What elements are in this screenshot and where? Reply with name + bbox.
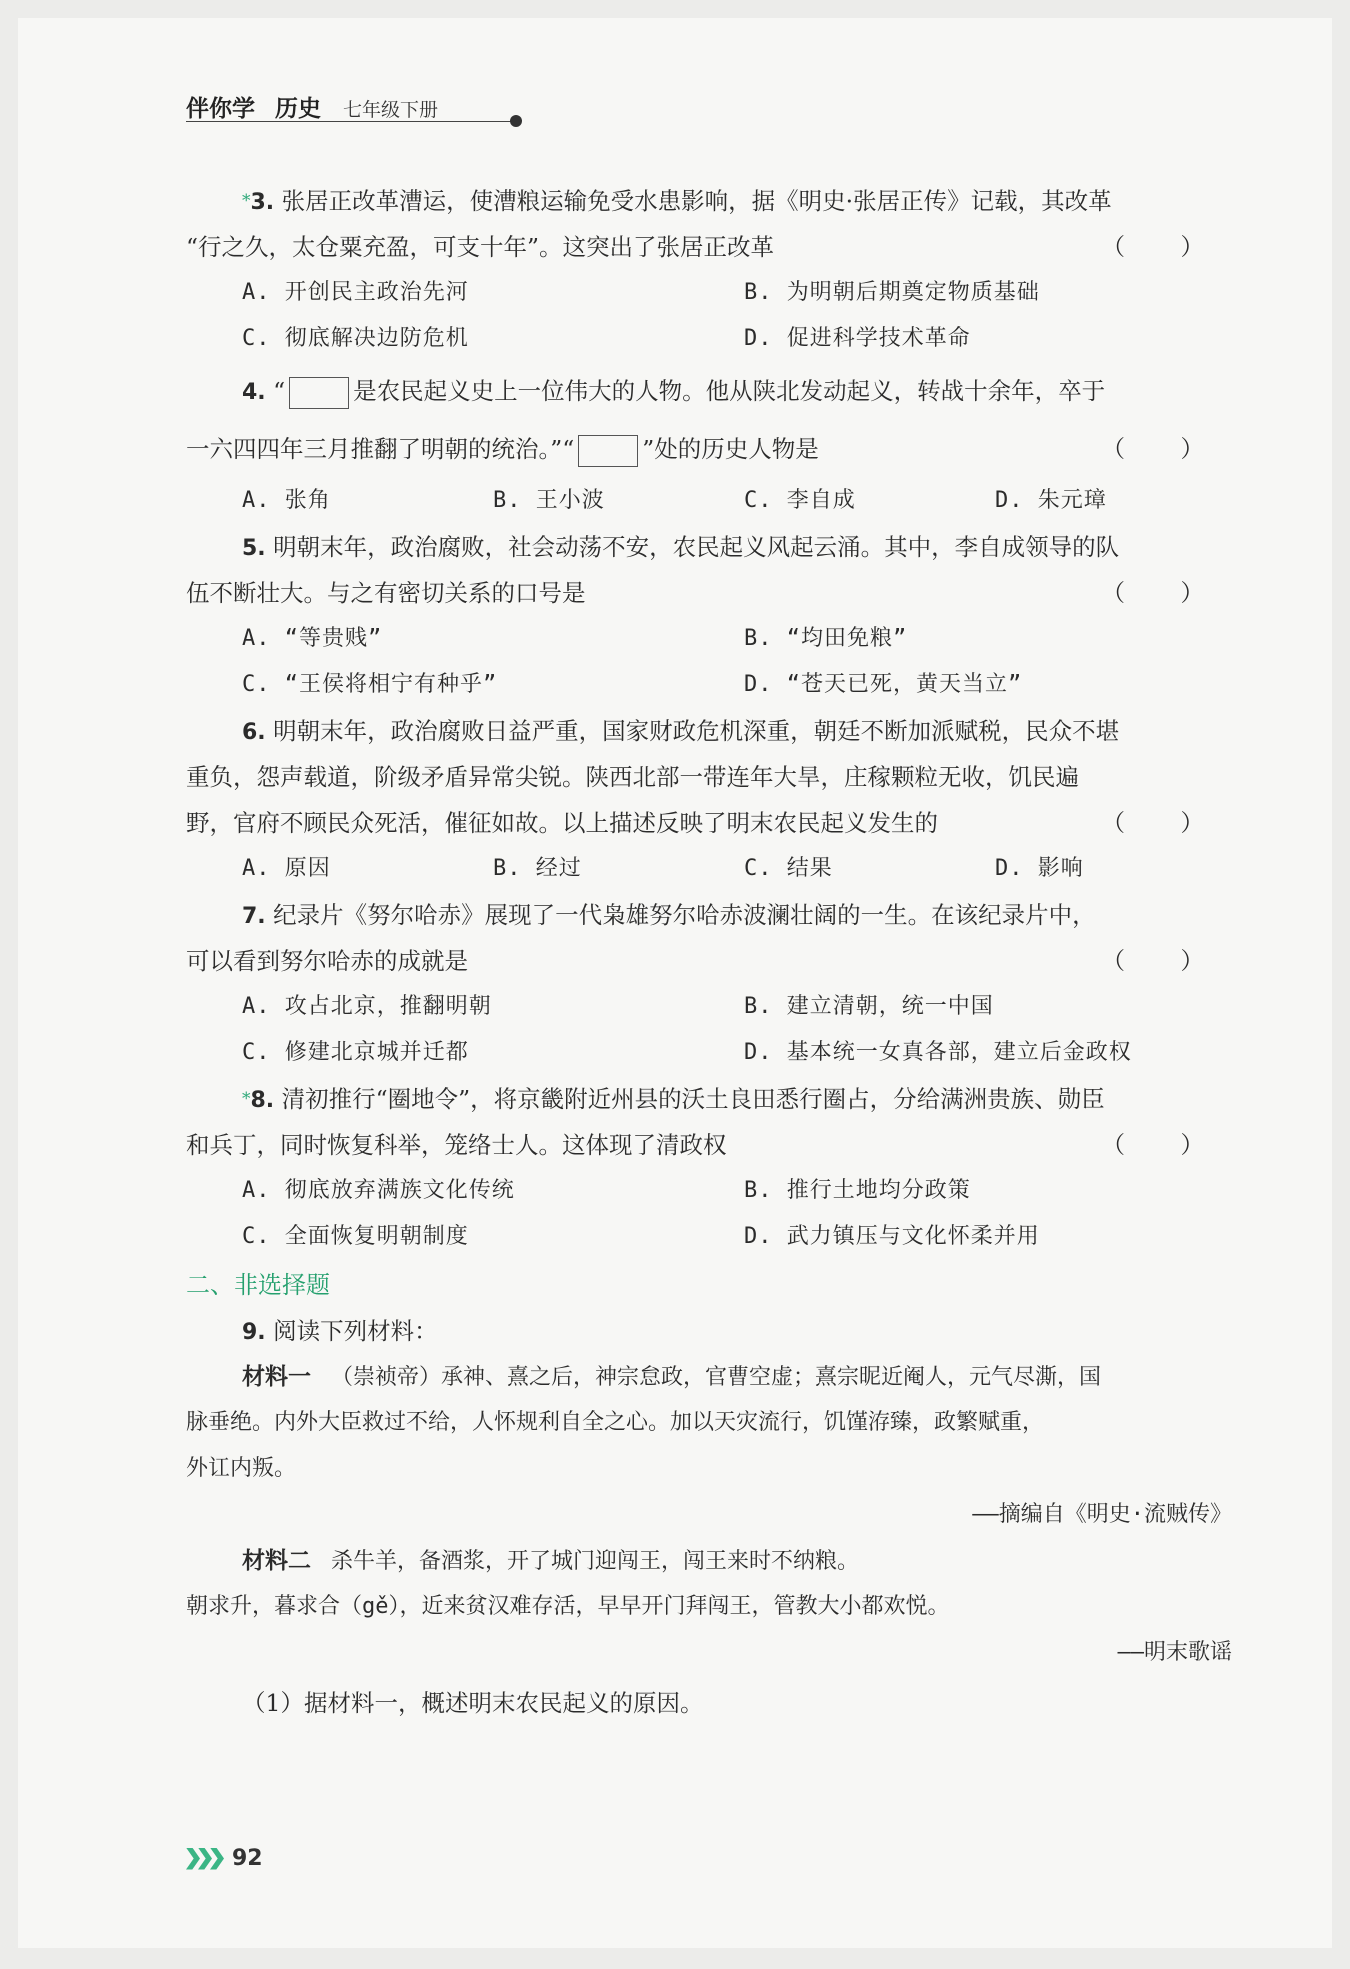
material-two bbox=[186, 1538, 1232, 1676]
question-9 bbox=[186, 1308, 1232, 1726]
grade-label: 七年级下册 bbox=[343, 99, 439, 121]
option-d: D. 朱元璋 bbox=[995, 488, 1107, 513]
question-3 bbox=[186, 178, 1232, 362]
answer-paren: （ ） bbox=[1101, 579, 1228, 607]
material-source: ——明末歌谣 bbox=[1117, 1640, 1232, 1665]
question-text: 清初推行“圈地令”，将京畿附近州县的沃土良田悉行圈占，分给满洲贵族、勋臣 bbox=[281, 1085, 1105, 1113]
answer-paren: （ ） bbox=[1101, 947, 1228, 975]
question-7 bbox=[186, 892, 1232, 1076]
option-b: B. 王小波 bbox=[493, 488, 605, 513]
option-c: C. 结果 bbox=[744, 856, 833, 881]
sub-question-1: （1）据材料一，概述明末农民起义的原因。 bbox=[242, 1689, 704, 1717]
option-d: D. “苍天已死，黄天当立” bbox=[744, 672, 1023, 697]
option-grid bbox=[186, 1168, 1232, 1260]
material-text: 外讧内叛。 bbox=[186, 1456, 297, 1481]
question-text: 可以看到努尔哈赤的成就是 bbox=[186, 947, 468, 975]
option-row bbox=[186, 478, 1232, 524]
option-d: D. 基本统一女真各部，建立后金政权 bbox=[744, 1040, 1132, 1065]
question-text: 明朝末年，政治腐败，社会动荡不安，农民起义风起云涌。其中，李自成领导的队 bbox=[273, 533, 1120, 561]
material-text: 朝求升，暮求合（gě），近来贫汉难存活，早早开门拜闯王，管教大小都欢悦。 bbox=[186, 1594, 950, 1619]
option-b: B. 为明朝后期奠定物质基础 bbox=[744, 280, 1040, 305]
header-rule bbox=[186, 121, 512, 122]
answer-paren: （ ） bbox=[1101, 435, 1228, 463]
header-dot-icon bbox=[510, 115, 522, 127]
question-text: “行之久，太仓粟充盈，可支十年”。这突出了张居正改革 bbox=[186, 233, 775, 261]
question-text: 纪录片《努尔哈赤》展现了一代枭雄努尔哈赤波澜壮阔的一生。在该纪录片中， bbox=[273, 901, 1096, 929]
question-number: 8. bbox=[250, 1088, 275, 1113]
question-number: 9. bbox=[242, 1320, 266, 1345]
material-text: （崇祯帝）承神、熹之后，神宗怠政，官曹空虚；熹宗昵近阉人，元气尽澌，国 bbox=[331, 1365, 1102, 1390]
answer-blank-box bbox=[289, 377, 349, 409]
option-a: A. “等贵贱” bbox=[242, 626, 383, 651]
option-b: B. “均田免粮” bbox=[744, 626, 908, 651]
option-c: C. 修建北京城并迁都 bbox=[242, 1040, 469, 1065]
question-5 bbox=[186, 524, 1232, 708]
question-text: 和兵丁，同时恢复科举，笼络士人。这体现了清政权 bbox=[186, 1131, 727, 1159]
series-title: 伴你学 bbox=[186, 96, 255, 122]
option-c: C. “王侯将相宁有种乎” bbox=[242, 672, 498, 697]
page-footer bbox=[186, 1846, 263, 1871]
material-source: ——摘编自《明史·流贼传》 bbox=[972, 1502, 1232, 1527]
option-d: D. 武力镇压与文化怀柔并用 bbox=[744, 1224, 1040, 1249]
material-one bbox=[186, 1354, 1232, 1538]
question-number: 7. bbox=[242, 904, 266, 929]
answer-paren: （ ） bbox=[1101, 233, 1228, 261]
answer-paren: （ ） bbox=[1101, 1131, 1228, 1159]
question-text: “ bbox=[273, 377, 286, 405]
question-text: 一六四四年三月推翻了明朝的统治。”“ bbox=[186, 435, 575, 463]
star-icon: * bbox=[242, 191, 251, 211]
page-header bbox=[186, 90, 438, 130]
option-a: A. 彻底放弃满族文化传统 bbox=[242, 1178, 515, 1203]
question-text: 野，官府不顾民众死活，催征如故。以上描述反映了明末农民起义发生的 bbox=[186, 809, 938, 837]
option-grid bbox=[186, 616, 1232, 708]
option-a: A. 开创民主政治先河 bbox=[242, 280, 469, 305]
material-label: 材料二 bbox=[242, 1548, 311, 1574]
page-content bbox=[186, 178, 1232, 1726]
option-b: B. 推行土地均分政策 bbox=[744, 1178, 971, 1203]
option-c: C. 彻底解决边防危机 bbox=[242, 326, 469, 351]
option-row bbox=[186, 846, 1232, 892]
option-d: D. 影响 bbox=[995, 856, 1084, 881]
star-icon: * bbox=[242, 1089, 251, 1109]
question-number: 5. bbox=[242, 536, 266, 561]
section-title: 二、非选择题 bbox=[186, 1271, 330, 1299]
question-text: 重负，怨声载道，阶级矛盾异常尖锐。陕西北部一带连年大旱，庄稼颗粒无收，饥民遍 bbox=[186, 763, 1079, 791]
question-text: 阅读下列材料： bbox=[273, 1317, 438, 1345]
question-text: 明朝末年，政治腐败日益严重，国家财政危机深重，朝廷不断加派赋税，民众不堪 bbox=[273, 717, 1120, 745]
option-grid bbox=[186, 984, 1232, 1076]
question-6 bbox=[186, 708, 1232, 892]
option-c: C. 李自成 bbox=[744, 488, 856, 513]
answer-blank-box bbox=[578, 435, 638, 467]
question-number: 4. bbox=[242, 380, 266, 405]
option-a: A. 原因 bbox=[242, 856, 331, 881]
subject-title: 历史 bbox=[275, 96, 321, 122]
material-label: 材料一 bbox=[242, 1364, 311, 1390]
question-text: 张居正改革漕运，使漕粮运输免受水患影响，据《明史·张居正传》记载，其改革 bbox=[281, 187, 1112, 215]
material-text: 脉垂绝。内外大臣救过不给，人怀规利自全之心。加以天灾流行，饥馑洊臻，政繁赋重， bbox=[186, 1410, 1045, 1435]
option-c: C. 全面恢复明朝制度 bbox=[242, 1224, 469, 1249]
page-number: 92 bbox=[232, 1846, 263, 1871]
option-a: A. 攻占北京，推翻明朝 bbox=[242, 994, 492, 1019]
question-8 bbox=[186, 1076, 1232, 1260]
question-number: 6. bbox=[242, 720, 266, 745]
option-b: B. 建立清朝，统一中国 bbox=[744, 994, 994, 1019]
material-text: 杀牛羊，备酒浆，开了城门迎闯王，闯王来时不纳粮。 bbox=[331, 1549, 860, 1574]
answer-paren: （ ） bbox=[1101, 809, 1228, 837]
option-b: B. 经过 bbox=[493, 856, 582, 881]
question-number: 3. bbox=[250, 190, 275, 215]
question-text: 伍不断壮大。与之有密切关系的口号是 bbox=[186, 579, 586, 607]
question-text: 是农民起义史上一位伟大的人物。他从陕北发动起义，转战十余年，卒于 bbox=[353, 377, 1106, 405]
question-4 bbox=[186, 362, 1232, 524]
chevron-right-icon bbox=[186, 1848, 222, 1870]
workbook-page bbox=[18, 18, 1332, 1948]
option-grid bbox=[186, 270, 1232, 362]
option-d: D. 促进科学技术革命 bbox=[744, 326, 971, 351]
option-a: A. 张角 bbox=[242, 488, 331, 513]
question-text: ”处的历史人物是 bbox=[642, 435, 819, 463]
